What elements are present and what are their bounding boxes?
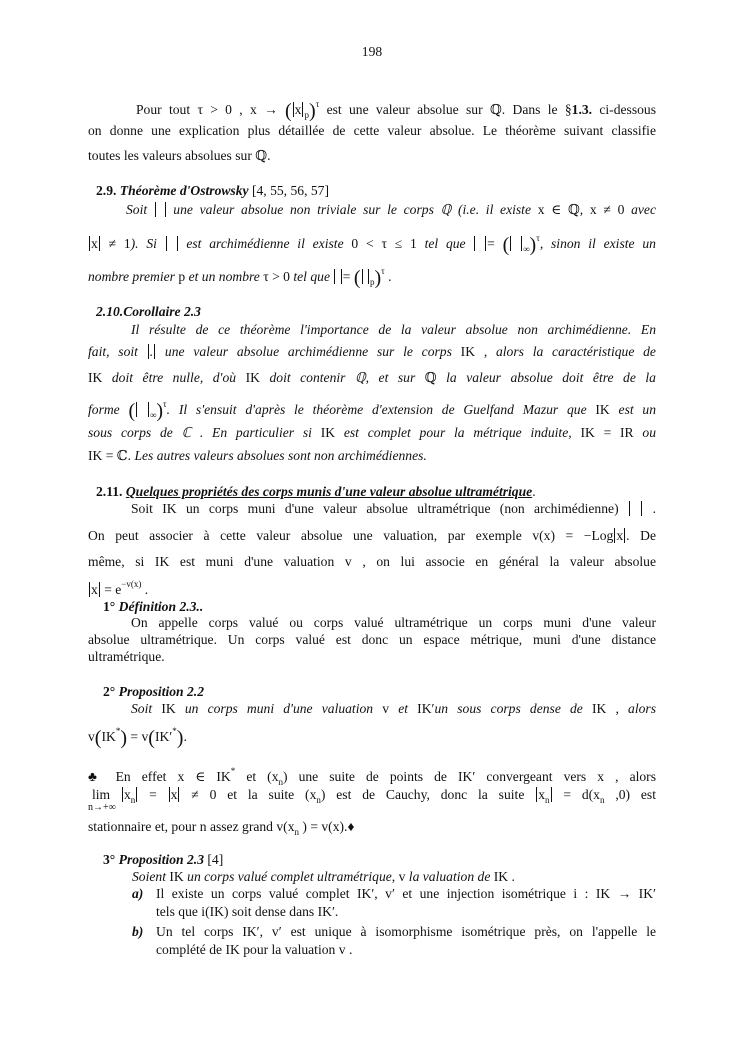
definition-line-2: absolue ultramétrique. Un corps valué est donc un espace métrique, muni d'une distance <box>88 632 656 647</box>
item-a-label: a) <box>132 886 144 901</box>
proposition-2-3-heading: 3° Proposition 2.3 [4] <box>103 852 224 867</box>
intro-line-1: Pour tout τ > 0 , x → ( x $_p$)$^\tau$ est une valeur absolue sur ℚ. Dans le §1.3. ci-dessous <box>136 99 657 122</box>
page-number: 198 <box>361 44 383 59</box>
item-b-line-1: Un tel corps IK′, v′ est unique à isomorphisme isométrique près, on l'appelle le <box>156 924 657 939</box>
diamond-icon: ♦ <box>347 819 355 834</box>
section-2-10-heading: 2.10.Corollaire 2.3 <box>96 304 201 319</box>
item-a-line-2: tels que i(IK) soit dense dans IK′. <box>156 904 339 919</box>
corollary-line-3: IK doit être nulle, d'où IK doit contenir ℚ, et sur ℚ la valeur absolue doit être de la <box>88 370 656 385</box>
intro-line-2: on donne une explication plus détaillée de cette valeur absolue. Le théorème suivant classifie <box>88 123 656 138</box>
section-2-11-line-2: On peut associer à cette valeur absolue une valuation, par exemple v(x) = −Log x . De <box>88 528 656 543</box>
proof-line-2: $\lim x_n = x \ne 0$ et la suite $(x_n)$ est de Cauchy, donc la suite $x_n = d(x_n$ ,0) est <box>92 787 656 805</box>
section-2-9-heading: 2.9. Théorème d'Ostrowsky [4, 55, 56, 57] <box>96 183 329 198</box>
section-2-11-line-1: Soit IK un corps muni d'une valeur absolue ultramétrique (non archimédienne) . <box>131 501 657 516</box>
theorem-line-2: x ≠ 1). Si est archimédienne il existe 0 < τ ≤ 1 tel que = ( $_\infty$)$^\tau$, sinon il existe un <box>91 233 656 256</box>
limit-subscript: n→+∞ <box>88 802 116 813</box>
proposition-2-2-line-1: Soit IK un corps muni d'une valuation v et IK′un sous corps dense de IK , alors <box>131 701 657 716</box>
proposition-2-2-formula: v(IK*) = v(IK′*). <box>88 726 187 749</box>
definition-line-1: On appelle corps valué ou corps valué ultramétrique un corps muni d'une valeur <box>131 615 656 630</box>
corollary-line-6: IK = ℂ. Les autres valeurs absolues sont non archimédiennes. <box>88 448 427 463</box>
corollary-line-4: forme ( $_\infty$)$^\tau$. Il s'ensuit d'après le théorème d'extension de Guelfand Mazur que IK est un <box>88 399 657 422</box>
definition-line-3: ultramétrique. <box>88 649 165 664</box>
intro-line-3: toutes les valeurs absolues sur ℚ. <box>88 148 271 163</box>
corollary-line-2: fait, soit . une valeur absolue archimédienne sur le corps IK , alors la caractéristique de <box>88 344 656 359</box>
corollary-line-5: sous corps de ℂ . En particulier si IK est complet pour la métrique induite, IK = IR ou <box>88 425 656 440</box>
proposition-2-2-heading: 2° Proposition 2.2 <box>103 684 204 699</box>
theorem-line-1: Soit une valeur absolue non triviale sur le corps ℚ (i.e. il existe x ∈ ℚ, x ≠ 0 avec <box>126 202 656 217</box>
proof-line-1: ♣ En effet x ∈ IK* et $(x_n)$ une suite de points de IK′ convergeant vers x , alors <box>88 766 656 787</box>
definition-2-3-heading: 1° Définition 2.3.. <box>103 599 204 614</box>
item-a-line-1: Il existe un corps valué complet IK′, v′ et une injection isométrique i : IK → IK′ <box>156 886 656 901</box>
section-2-11-heading: 2.11. Quelques propriétés des corps munis d'une valeur absolue ultramétrique. <box>96 484 536 499</box>
club-icon: ♣ <box>88 769 105 784</box>
item-b-label: b) <box>132 924 144 939</box>
theorem-line-3: nombre premier p et un nombre τ > 0 tel que = ( $_p$)$^\tau$ . <box>88 266 392 289</box>
corollary-line-1: Il résulte de ce théorème l'importance de la valeur absolue non archimédienne. En <box>131 322 656 337</box>
proposition-2-3-line-1: Soient IK un corps valué complet ultramétrique, v la valuation de IK . <box>132 869 515 884</box>
item-b-line-2: complété de IK pour la valuation v . <box>156 942 353 957</box>
proof-line-3: stationnaire et, pour n assez grand $v(x_n$ ) = v(x).♦ <box>88 819 355 837</box>
section-2-11-line-4: $x = e^{-v(x)}$ . <box>91 579 149 597</box>
section-2-11-line-3: même, si IK est muni d'une valuation v , on lui associe en général la valeur absolue <box>88 554 657 569</box>
